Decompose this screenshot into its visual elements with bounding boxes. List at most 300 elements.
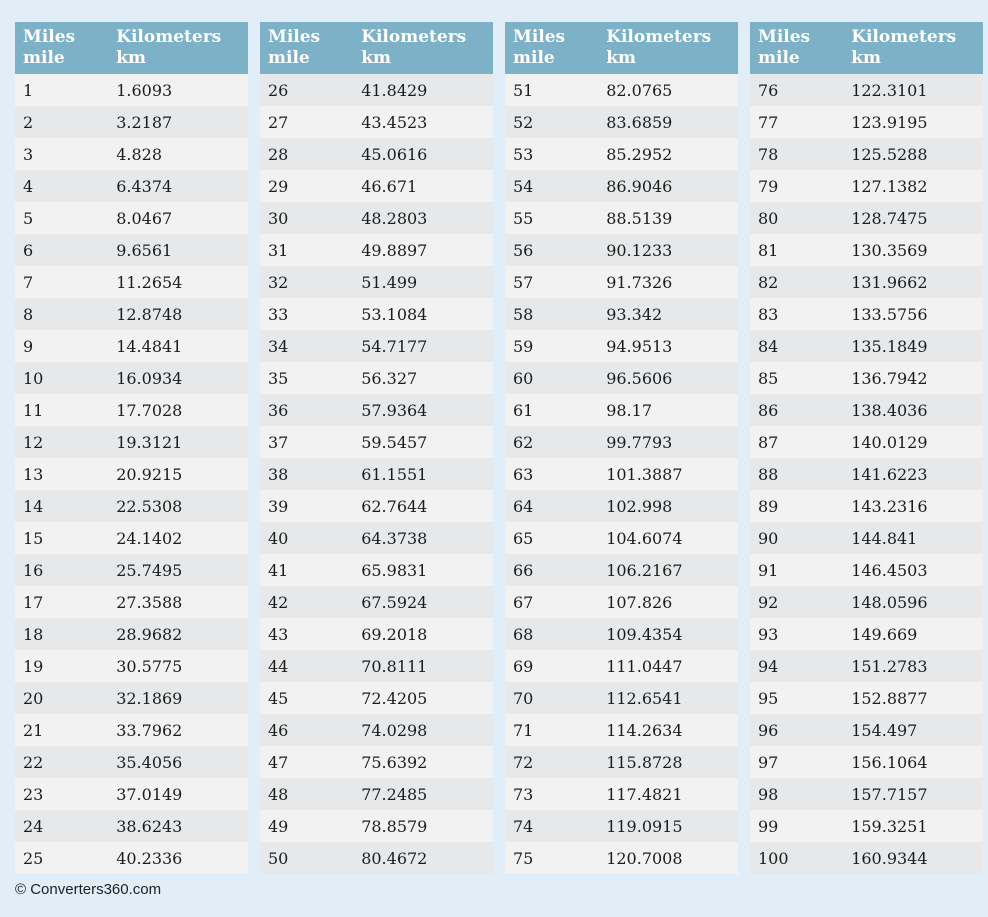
table-row — [750, 330, 983, 362]
miles-cell: 37 — [260, 426, 353, 458]
miles-cell: 17 — [15, 586, 108, 618]
table-row — [15, 490, 248, 522]
miles-cell: 57 — [505, 266, 598, 298]
table-row — [260, 202, 493, 234]
km-cell: 11.2654 — [108, 266, 248, 298]
table-row — [260, 586, 493, 618]
miles-cell: 85 — [750, 362, 843, 394]
miles-cell: 60 — [505, 362, 598, 394]
miles-header-line1: Miles — [513, 27, 566, 47]
km-cell: 131.9662 — [843, 266, 983, 298]
km-cell: 72.4205 — [353, 682, 493, 714]
km-cell: 49.8897 — [353, 234, 493, 266]
miles-cell: 69 — [505, 650, 598, 682]
miles-cell: 54 — [505, 170, 598, 202]
table-row — [15, 266, 248, 298]
table-header-row — [260, 22, 493, 74]
km-cell: 22.5308 — [108, 490, 248, 522]
km-cell: 88.5139 — [598, 202, 738, 234]
km-cell: 28.9682 — [108, 618, 248, 650]
table-row — [505, 298, 738, 330]
table-row — [15, 362, 248, 394]
miles-cell: 32 — [260, 266, 353, 298]
miles-cell: 89 — [750, 490, 843, 522]
table-row — [15, 522, 248, 554]
kilometers-header-line2: km — [851, 48, 881, 68]
table-row — [505, 266, 738, 298]
table-row — [260, 650, 493, 682]
table-row — [260, 490, 493, 522]
miles-cell: 76 — [750, 74, 843, 106]
km-cell: 51.499 — [353, 266, 493, 298]
table-row — [750, 266, 983, 298]
km-cell: 96.5606 — [598, 362, 738, 394]
miles-cell: 75 — [505, 842, 598, 874]
km-cell: 160.9344 — [843, 842, 983, 874]
table-row — [750, 490, 983, 522]
km-cell: 43.4523 — [353, 106, 493, 138]
table-row — [260, 74, 493, 106]
km-cell: 91.7326 — [598, 266, 738, 298]
miles-cell: 78 — [750, 138, 843, 170]
miles-cell: 59 — [505, 330, 598, 362]
km-cell: 78.8579 — [353, 810, 493, 842]
km-cell: 25.7495 — [108, 554, 248, 586]
km-cell: 4.828 — [108, 138, 248, 170]
miles-cell: 48 — [260, 778, 353, 810]
km-cell: 70.8111 — [353, 650, 493, 682]
km-cell: 9.6561 — [108, 234, 248, 266]
table-row — [15, 458, 248, 490]
table-row — [505, 842, 738, 874]
kilometers-header — [353, 22, 493, 74]
table-row — [260, 394, 493, 426]
km-cell: 119.0915 — [598, 810, 738, 842]
km-cell: 45.0616 — [353, 138, 493, 170]
km-cell: 40.2336 — [108, 842, 248, 874]
miles-cell: 49 — [260, 810, 353, 842]
miles-cell: 96 — [750, 714, 843, 746]
miles-cell: 67 — [505, 586, 598, 618]
miles-cell: 21 — [15, 714, 108, 746]
km-cell: 85.2952 — [598, 138, 738, 170]
miles-cell: 31 — [260, 234, 353, 266]
km-cell: 17.7028 — [108, 394, 248, 426]
miles-cell: 6 — [15, 234, 108, 266]
table-row — [260, 522, 493, 554]
table-row — [750, 234, 983, 266]
table-row — [15, 394, 248, 426]
table-row — [15, 554, 248, 586]
miles-cell: 61 — [505, 394, 598, 426]
km-cell: 56.327 — [353, 362, 493, 394]
table-column-3 — [505, 22, 738, 874]
table-row — [750, 298, 983, 330]
km-cell: 83.6859 — [598, 106, 738, 138]
km-cell: 157.7157 — [843, 778, 983, 810]
km-cell: 62.7644 — [353, 490, 493, 522]
conversion-table-26-50 — [260, 22, 493, 874]
miles-cell: 2 — [15, 106, 108, 138]
kilometers-header-line2: km — [606, 48, 636, 68]
miles-header-line2: mile — [268, 48, 310, 68]
km-cell: 154.497 — [843, 714, 983, 746]
miles-cell: 46 — [260, 714, 353, 746]
miles-cell: 73 — [505, 778, 598, 810]
km-cell: 122.3101 — [843, 74, 983, 106]
miles-cell: 24 — [15, 810, 108, 842]
miles-cell: 3 — [15, 138, 108, 170]
miles-cell: 83 — [750, 298, 843, 330]
table-row — [15, 842, 248, 874]
table-row — [260, 778, 493, 810]
km-cell: 19.3121 — [108, 426, 248, 458]
table-row — [750, 74, 983, 106]
miles-cell: 9 — [15, 330, 108, 362]
km-cell: 24.1402 — [108, 522, 248, 554]
km-cell: 135.1849 — [843, 330, 983, 362]
miles-cell: 94 — [750, 650, 843, 682]
km-cell: 77.2485 — [353, 778, 493, 810]
miles-cell: 15 — [15, 522, 108, 554]
miles-cell: 35 — [260, 362, 353, 394]
km-cell: 138.4036 — [843, 394, 983, 426]
miles-cell: 28 — [260, 138, 353, 170]
km-cell: 35.4056 — [108, 746, 248, 778]
table-row — [750, 810, 983, 842]
miles-cell: 42 — [260, 586, 353, 618]
table-row — [15, 330, 248, 362]
table-row — [15, 810, 248, 842]
km-cell: 48.2803 — [353, 202, 493, 234]
table-row — [505, 554, 738, 586]
km-cell: 61.1551 — [353, 458, 493, 490]
table-row — [15, 106, 248, 138]
table-row — [750, 138, 983, 170]
miles-cell: 82 — [750, 266, 843, 298]
miles-header-line2: mile — [758, 48, 800, 68]
km-cell: 144.841 — [843, 522, 983, 554]
km-cell: 128.7475 — [843, 202, 983, 234]
miles-cell: 91 — [750, 554, 843, 586]
miles-header-line1: Miles — [758, 27, 811, 47]
miles-cell: 5 — [15, 202, 108, 234]
table-row — [505, 682, 738, 714]
miles-cell: 79 — [750, 170, 843, 202]
table-row — [750, 426, 983, 458]
km-cell: 64.3738 — [353, 522, 493, 554]
table-row — [15, 426, 248, 458]
table-header-row — [15, 22, 248, 74]
table-row — [505, 746, 738, 778]
km-cell: 41.8429 — [353, 74, 493, 106]
miles-cell: 22 — [15, 746, 108, 778]
miles-cell: 43 — [260, 618, 353, 650]
km-cell: 98.17 — [598, 394, 738, 426]
table-row — [15, 202, 248, 234]
table-row — [750, 586, 983, 618]
miles-cell: 10 — [15, 362, 108, 394]
table-row — [260, 810, 493, 842]
miles-cell: 44 — [260, 650, 353, 682]
miles-cell: 20 — [15, 682, 108, 714]
km-cell: 82.0765 — [598, 74, 738, 106]
kilometers-header — [108, 22, 248, 74]
km-cell: 59.5457 — [353, 426, 493, 458]
km-cell: 115.8728 — [598, 746, 738, 778]
miles-cell: 80 — [750, 202, 843, 234]
miles-cell: 65 — [505, 522, 598, 554]
miles-cell: 74 — [505, 810, 598, 842]
miles-cell: 38 — [260, 458, 353, 490]
table-row — [505, 714, 738, 746]
miles-cell: 62 — [505, 426, 598, 458]
table-row — [750, 554, 983, 586]
km-cell: 104.6074 — [598, 522, 738, 554]
miles-cell: 19 — [15, 650, 108, 682]
table-row — [505, 202, 738, 234]
kilometers-header-line1: Kilometers — [361, 27, 467, 47]
table-row — [750, 362, 983, 394]
km-cell: 69.2018 — [353, 618, 493, 650]
table-row — [505, 138, 738, 170]
table-row — [15, 234, 248, 266]
table-column-1 — [15, 22, 248, 874]
miles-cell: 55 — [505, 202, 598, 234]
table-row — [505, 618, 738, 650]
table-row — [260, 266, 493, 298]
table-row — [15, 746, 248, 778]
km-cell: 125.5288 — [843, 138, 983, 170]
km-cell: 74.0298 — [353, 714, 493, 746]
km-cell: 6.4374 — [108, 170, 248, 202]
miles-cell: 90 — [750, 522, 843, 554]
miles-cell: 23 — [15, 778, 108, 810]
table-row — [750, 778, 983, 810]
km-cell: 1.6093 — [108, 74, 248, 106]
km-cell: 3.2187 — [108, 106, 248, 138]
km-cell: 20.9215 — [108, 458, 248, 490]
table-column-4 — [750, 22, 983, 874]
miles-header — [260, 22, 353, 74]
miles-header — [505, 22, 598, 74]
footer-credit: © Converters360.com — [15, 881, 162, 898]
kilometers-header — [843, 22, 983, 74]
table-row — [260, 106, 493, 138]
miles-cell: 7 — [15, 266, 108, 298]
table-row — [15, 714, 248, 746]
km-cell: 107.826 — [598, 586, 738, 618]
miles-cell: 98 — [750, 778, 843, 810]
km-cell: 102.998 — [598, 490, 738, 522]
km-cell: 53.1084 — [353, 298, 493, 330]
km-cell: 136.7942 — [843, 362, 983, 394]
km-cell: 133.5756 — [843, 298, 983, 330]
table-row — [505, 650, 738, 682]
table-row — [15, 138, 248, 170]
km-cell: 149.669 — [843, 618, 983, 650]
km-cell: 130.3569 — [843, 234, 983, 266]
table-row — [750, 106, 983, 138]
km-cell: 32.1869 — [108, 682, 248, 714]
miles-cell: 14 — [15, 490, 108, 522]
kilometers-header-line1: Kilometers — [116, 27, 222, 47]
table-row — [15, 170, 248, 202]
km-cell: 90.1233 — [598, 234, 738, 266]
km-cell: 114.2634 — [598, 714, 738, 746]
miles-cell: 25 — [15, 842, 108, 874]
table-row — [15, 298, 248, 330]
miles-cell: 36 — [260, 394, 353, 426]
table-row — [505, 586, 738, 618]
miles-cell: 34 — [260, 330, 353, 362]
km-cell: 16.0934 — [108, 362, 248, 394]
table-row — [15, 778, 248, 810]
km-cell: 146.4503 — [843, 554, 983, 586]
miles-cell: 53 — [505, 138, 598, 170]
km-cell: 99.7793 — [598, 426, 738, 458]
km-cell: 33.7962 — [108, 714, 248, 746]
miles-cell: 47 — [260, 746, 353, 778]
miles-cell: 52 — [505, 106, 598, 138]
table-row — [15, 650, 248, 682]
table-row — [505, 330, 738, 362]
miles-cell: 58 — [505, 298, 598, 330]
miles-cell: 27 — [260, 106, 353, 138]
miles-cell: 56 — [505, 234, 598, 266]
miles-cell: 45 — [260, 682, 353, 714]
conversion-table-76-100 — [750, 22, 983, 874]
km-cell: 30.5775 — [108, 650, 248, 682]
table-row — [750, 714, 983, 746]
km-cell: 65.9831 — [353, 554, 493, 586]
table-row — [750, 842, 983, 874]
table-row — [750, 522, 983, 554]
miles-cell: 68 — [505, 618, 598, 650]
table-row — [15, 682, 248, 714]
miles-cell: 92 — [750, 586, 843, 618]
kilometers-header-line2: km — [116, 48, 146, 68]
km-cell: 27.3588 — [108, 586, 248, 618]
table-row — [260, 138, 493, 170]
table-row — [260, 170, 493, 202]
miles-cell: 40 — [260, 522, 353, 554]
kilometers-header-line1: Kilometers — [606, 27, 712, 47]
miles-cell: 86 — [750, 394, 843, 426]
table-row — [260, 234, 493, 266]
km-cell: 67.5924 — [353, 586, 493, 618]
km-cell: 14.4841 — [108, 330, 248, 362]
table-row — [505, 810, 738, 842]
table-row — [505, 74, 738, 106]
table-row — [15, 586, 248, 618]
table-row — [505, 522, 738, 554]
table-row — [260, 362, 493, 394]
miles-header-line2: mile — [23, 48, 65, 68]
table-column-2 — [260, 22, 493, 874]
table-row — [260, 842, 493, 874]
miles-cell: 50 — [260, 842, 353, 874]
table-row — [260, 458, 493, 490]
table-row — [260, 714, 493, 746]
miles-header-line1: Miles — [268, 27, 321, 47]
table-row — [505, 170, 738, 202]
km-cell: 148.0596 — [843, 586, 983, 618]
miles-cell: 81 — [750, 234, 843, 266]
miles-cell: 72 — [505, 746, 598, 778]
miles-cell: 8 — [15, 298, 108, 330]
miles-cell: 39 — [260, 490, 353, 522]
conversion-tables — [15, 22, 983, 874]
miles-cell: 97 — [750, 746, 843, 778]
miles-cell: 64 — [505, 490, 598, 522]
km-cell: 80.4672 — [353, 842, 493, 874]
miles-cell: 41 — [260, 554, 353, 586]
miles-header-line1: Miles — [23, 27, 76, 47]
miles-cell: 33 — [260, 298, 353, 330]
km-cell: 152.8877 — [843, 682, 983, 714]
miles-cell: 11 — [15, 394, 108, 426]
table-row — [750, 170, 983, 202]
miles-cell: 95 — [750, 682, 843, 714]
table-row — [505, 106, 738, 138]
km-cell: 109.4354 — [598, 618, 738, 650]
miles-cell: 84 — [750, 330, 843, 362]
km-cell: 94.9513 — [598, 330, 738, 362]
miles-cell: 4 — [15, 170, 108, 202]
table-row — [750, 458, 983, 490]
miles-cell: 29 — [260, 170, 353, 202]
km-cell: 101.3887 — [598, 458, 738, 490]
km-cell: 93.342 — [598, 298, 738, 330]
km-cell: 46.671 — [353, 170, 493, 202]
km-cell: 140.0129 — [843, 426, 983, 458]
miles-header — [15, 22, 108, 74]
km-cell: 112.6541 — [598, 682, 738, 714]
miles-cell: 88 — [750, 458, 843, 490]
table-row — [260, 746, 493, 778]
table-row — [750, 394, 983, 426]
miles-cell: 13 — [15, 458, 108, 490]
miles-cell: 71 — [505, 714, 598, 746]
table-row — [260, 618, 493, 650]
miles-cell: 70 — [505, 682, 598, 714]
table-row — [750, 650, 983, 682]
km-cell: 159.3251 — [843, 810, 983, 842]
kilometers-header-line2: km — [361, 48, 391, 68]
km-cell: 38.6243 — [108, 810, 248, 842]
km-cell: 106.2167 — [598, 554, 738, 586]
table-row — [260, 426, 493, 458]
km-cell: 111.0447 — [598, 650, 738, 682]
table-row — [505, 394, 738, 426]
miles-cell: 1 — [15, 74, 108, 106]
kilometers-header-line1: Kilometers — [851, 27, 957, 47]
miles-cell: 87 — [750, 426, 843, 458]
table-row — [15, 618, 248, 650]
kilometers-header — [598, 22, 738, 74]
table-row — [15, 74, 248, 106]
miles-cell: 100 — [750, 842, 843, 874]
km-cell: 156.1064 — [843, 746, 983, 778]
table-row — [260, 554, 493, 586]
table-row — [260, 298, 493, 330]
miles-header-line2: mile — [513, 48, 555, 68]
table-row — [505, 778, 738, 810]
table-row — [750, 618, 983, 650]
km-cell: 57.9364 — [353, 394, 493, 426]
miles-cell: 99 — [750, 810, 843, 842]
